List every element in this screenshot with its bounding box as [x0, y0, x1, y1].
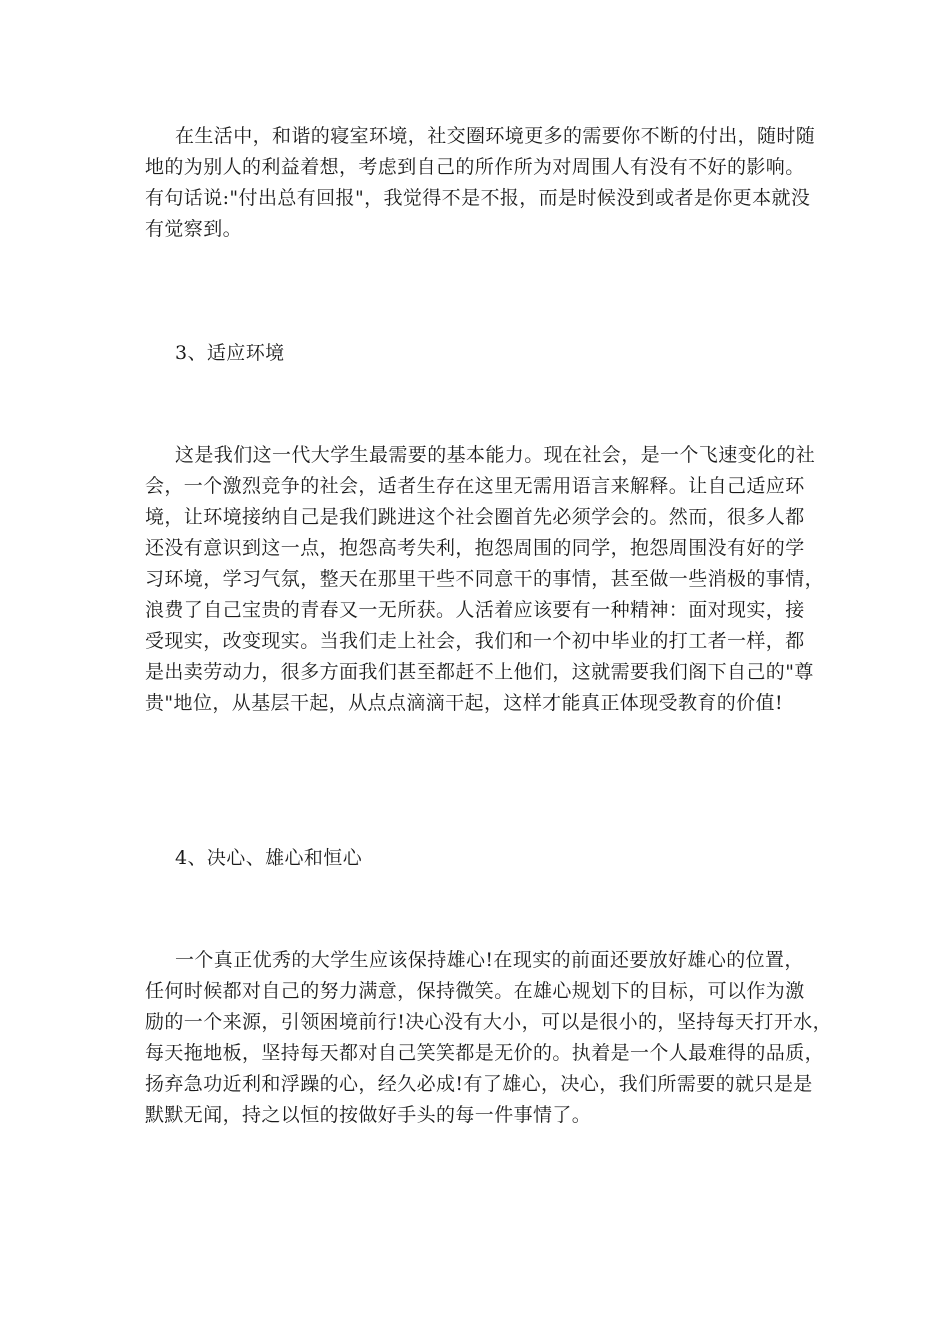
- text-line: 励的一个来源，引领困境前行!决心没有大小，可以是很小的，坚持每天打开水，: [145, 1011, 833, 1033]
- text-line: 会，一个激烈竞争的社会，适者生存在这里无需用语言来解释。让自己适应环: [145, 475, 805, 497]
- paragraph-determination: [145, 945, 833, 1131]
- text-line: 有句话说:"付出总有回报"，我觉得不是不报，而是时候没到或者是你更本就没: [145, 187, 811, 209]
- text-line: 每天拖地板，坚持每天都对自己笑笑都是无价的。执着是一个人最难得的品质，: [145, 1042, 825, 1064]
- paragraph-social-environment: [145, 121, 816, 245]
- text-line: 贵"地位，从基层干起，从点点滴滴干起，这样才能真正体现受教育的价值!: [145, 692, 783, 714]
- text-line: 是出卖劳动力，很多方面我们甚至都赶不上他们，这就需要我们阁下自己的"尊: [145, 661, 814, 683]
- text-line: 在生活中，和谐的寝室环境，社交圈环境更多的需要你不断的付出，随时随: [175, 125, 816, 147]
- text-line: 境，让环境接纳自己是我们跳进这个社会圈首先必须学会的。然而，很多人都: [145, 506, 805, 528]
- section-heading-determination: 4、决心、雄心和恒心: [175, 847, 363, 869]
- text-line: 受现实，改变现实。当我们走上社会，我们和一个初中毕业的打工者一样，都: [145, 630, 805, 652]
- paragraph-adapt-environment: [145, 440, 825, 719]
- text-line: 一个真正优秀的大学生应该保持雄心!在现实的前面还要放好雄心的位置，: [175, 949, 804, 971]
- section-heading-adapt-environment: 3、适应环境: [175, 342, 285, 364]
- text-line: 任何时候都对自己的努力满意，保持微笑。在雄心规划下的目标，可以作为激: [145, 980, 805, 1002]
- text-line: 还没有意识到这一点，抱怨高考失利，抱怨周围的同学，抱怨周围没有好的学: [145, 537, 805, 559]
- text-line: 有觉察到。: [145, 218, 243, 240]
- text-line: 默默无闻，持之以恒的按做好手头的每一件事情了。: [145, 1104, 592, 1126]
- text-line: 地的为别人的利益着想，考虑到自己的所作所为对周围人有没有不好的影响。: [145, 156, 805, 178]
- text-line: 习环境，学习气氛，整天在那里干些不同意干的事情，甚至做一些消极的事情，: [145, 568, 825, 590]
- text-line: 这是我们这一代大学生最需要的基本能力。现在社会，是一个飞速变化的社: [175, 444, 816, 466]
- text-line: 扬弃急功近利和浮躁的心，经久必成!有了雄心，决心，我们所需要的就只是是: [145, 1073, 813, 1095]
- text-line: 浪费了自己宝贵的青春又一无所获。人活着应该要有一种精神：面对现实，接: [145, 599, 805, 621]
